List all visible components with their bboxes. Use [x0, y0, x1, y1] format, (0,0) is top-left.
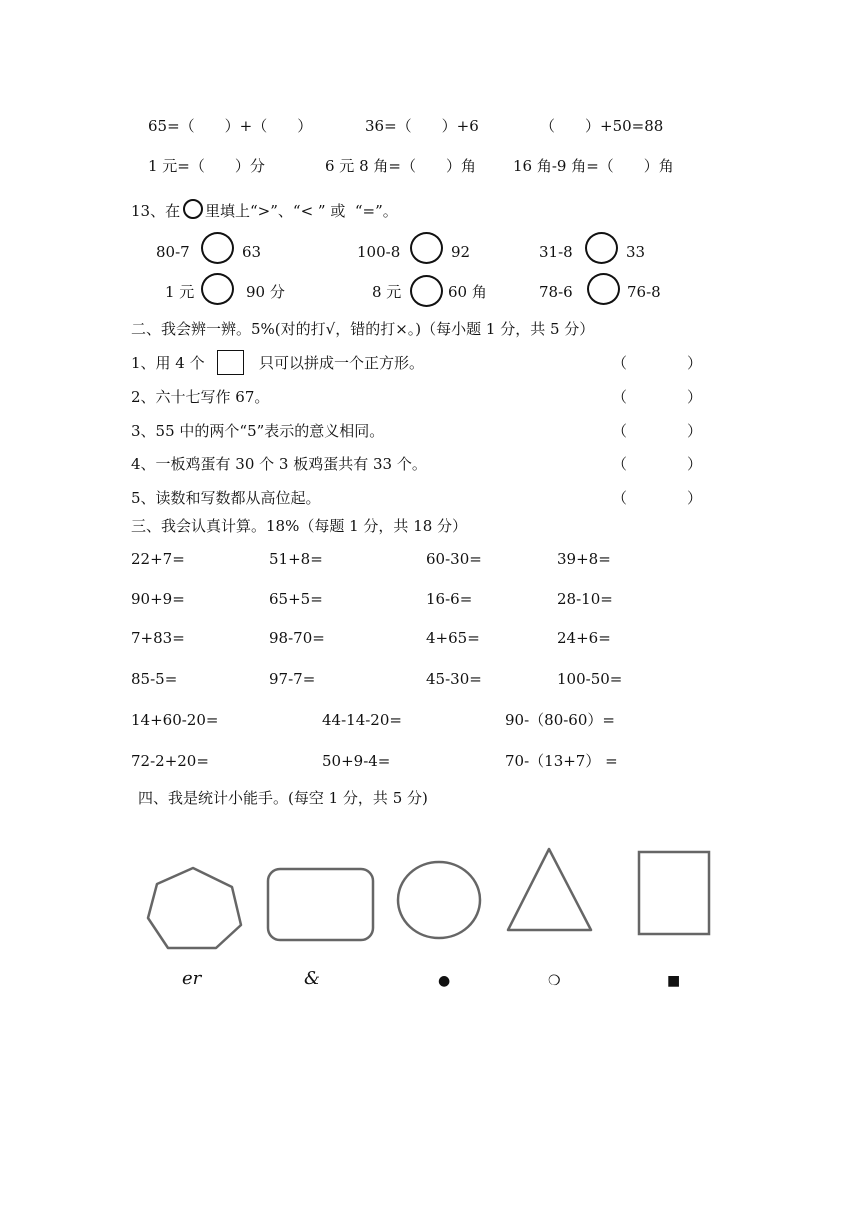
answer-paren[interactable]: （ ） [612, 489, 703, 507]
compare-circle[interactable] [410, 275, 443, 307]
symbol-ampersand: & [304, 968, 321, 989]
symbol-filled-square: ■ [667, 973, 681, 989]
q13-suffix: 里填上“>”、“< ” 或 “=”。 [205, 202, 398, 220]
fill-row2-col2: 6 元 8 角=（ ）角 [325, 157, 476, 175]
section3-title: 三、我会认真计算。18%（每题 1 分，共 18 分） [131, 517, 468, 535]
s2-q3: 3、55 中的两个“5”表示的意义相同。 [131, 422, 385, 440]
calc-item: 51+8= [269, 550, 323, 568]
calc-item: 24+6= [557, 629, 611, 647]
q13-item6-right: 76-8 [627, 283, 661, 301]
calc-item: 16-6= [426, 590, 473, 608]
rounded-rectangle-shape [268, 869, 373, 940]
calc-item: 4+65= [426, 629, 480, 647]
calc-item: 90+9= [131, 590, 185, 608]
calc-item: 97-7= [269, 670, 316, 688]
fill-row1-col2: 36=（ ）+6 [365, 117, 479, 135]
triangle-shape [508, 849, 591, 930]
calc-item: 7+83= [131, 629, 185, 647]
symbol-filled-circle: ● [438, 973, 451, 989]
q13-item2-right: 92 [451, 243, 471, 261]
q13-item4-right: 90 分 [246, 283, 285, 301]
calc-item: 60-30= [426, 550, 482, 568]
calc-item: 98-70= [269, 629, 325, 647]
fill-row1-col1: 65=（ ）+（ ） [148, 117, 313, 135]
calc-item: 65+5= [269, 590, 323, 608]
calc-item: 90-（80-60）= [505, 711, 615, 729]
s2-q1-prefix: 1、用 4 个 [131, 354, 205, 372]
q13-item6-left: 78-6 [539, 283, 573, 301]
s2-q1-suffix: 只可以拼成一个正方形。 [259, 354, 425, 372]
q13-item2-left: 100-8 [357, 243, 401, 261]
compare-circle[interactable] [410, 232, 443, 264]
calc-item: 70-（13+7） = [505, 752, 618, 770]
rectangle-shape [639, 852, 709, 934]
compare-circle[interactable] [585, 232, 618, 264]
symbol-er: er [182, 968, 202, 989]
square-icon [217, 350, 244, 375]
s2-q2: 2、六十七写作 67。 [131, 388, 270, 406]
q13-item3-right: 33 [626, 243, 646, 261]
q13-prefix: 13、在 [131, 202, 181, 220]
compare-circle[interactable] [587, 273, 620, 305]
fill-row1-col3: （ ）+50=88 [540, 117, 664, 135]
section2-title: 二、我会辨一辨。5%(对的打√，错的打×。)（每小题 1 分，共 5 分） [131, 320, 595, 338]
calc-item: 44-14-20= [322, 711, 402, 729]
calc-item: 22+7= [131, 550, 185, 568]
s2-q5: 5、读数和写数都从高位起。 [131, 489, 321, 507]
compare-circle[interactable] [201, 273, 234, 305]
fill-row2-col1: 1 元=（ ）分 [148, 157, 265, 175]
q13-item3-left: 31-8 [539, 243, 573, 261]
calc-item: 72-2+20= [131, 752, 209, 770]
answer-paren[interactable]: （ ） [612, 455, 703, 473]
calc-item: 45-30= [426, 670, 482, 688]
calc-item: 100-50= [557, 670, 623, 688]
q13-item5-left: 8 元 [372, 283, 402, 301]
circle-shape [398, 862, 480, 938]
q13-item5-right: 60 角 [448, 283, 487, 301]
answer-paren[interactable]: （ ） [612, 354, 703, 372]
compare-circle[interactable] [201, 232, 234, 264]
shapes-figure [0, 840, 860, 990]
calc-item: 28-10= [557, 590, 613, 608]
section4-title: 四、我是统计小能手。(每空 1 分，共 5 分) [138, 789, 428, 807]
answer-paren[interactable]: （ ） [612, 422, 703, 440]
calc-item: 50+9-4= [322, 752, 391, 770]
q13-item4-left: 1 元 [165, 283, 195, 301]
q13-item1-left: 80-7 [156, 243, 190, 261]
calc-item: 14+60-20= [131, 711, 219, 729]
q13-item1-right: 63 [242, 243, 262, 261]
symbol-shadowed-circle: ❍ [548, 973, 561, 989]
calc-item: 85-5= [131, 670, 178, 688]
circle-icon [183, 199, 203, 219]
s2-q4: 4、一板鸡蛋有 30 个 3 板鸡蛋共有 33 个。 [131, 455, 427, 473]
fill-row2-col3: 16 角-9 角=（ ）角 [513, 157, 674, 175]
calc-item: 39+8= [557, 550, 611, 568]
heptagon-shape [148, 868, 241, 948]
answer-paren[interactable]: （ ） [612, 388, 703, 406]
